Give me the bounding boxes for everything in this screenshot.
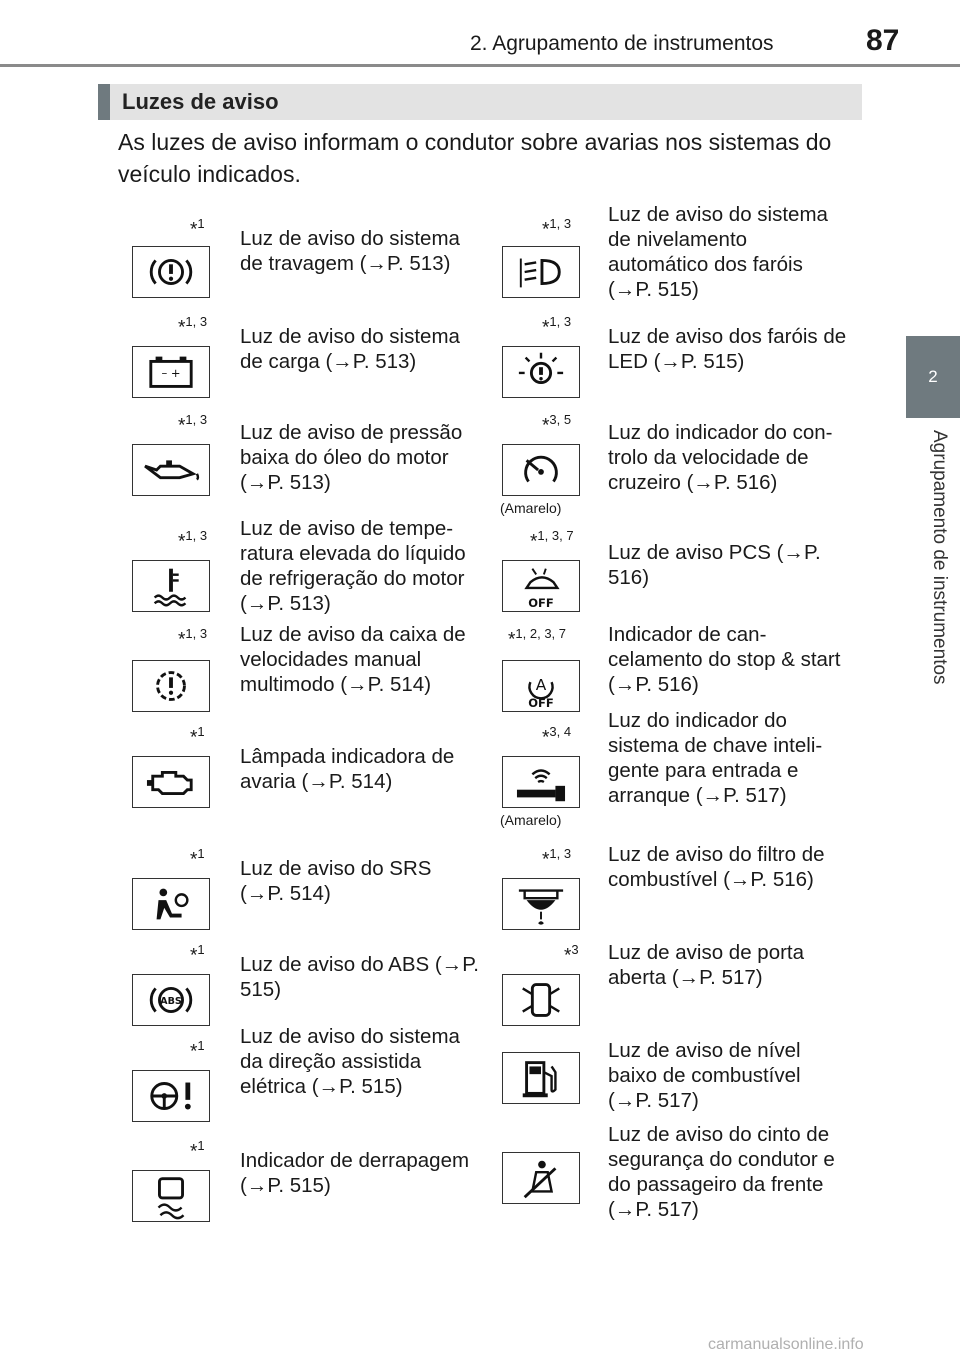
steering-warning-icon bbox=[132, 1070, 210, 1122]
watermark: carmanualsonline.info bbox=[708, 1336, 864, 1353]
warning-description: Indicador de can- celamento do stop & start (→P. 516) bbox=[608, 623, 841, 696]
pcs-off-icon bbox=[502, 560, 580, 612]
footnote-marker: *$^1$ bbox=[190, 724, 205, 749]
footnote-marker: *$^{1, 3, 7}$ bbox=[530, 528, 574, 553]
airbag-icon bbox=[132, 878, 210, 930]
led-headlight-icon bbox=[502, 346, 580, 398]
warning-description: Luz do indicador do sistema de chave inteli- gente para entrada e arranque (→P. 517) bbox=[608, 709, 823, 807]
footnote-marker: *$^{1, 3}$ bbox=[542, 846, 572, 871]
warning-description: Luz de aviso de nível baixo de combustível (→P. 517) bbox=[608, 1039, 801, 1112]
warning-description: Indicador de derrapagem (→P. 515) bbox=[240, 1149, 470, 1197]
svg-text:OFF: OFF bbox=[528, 596, 554, 611]
warning-description: Luz de aviso de tempe- ratura elevada do líquido de refrigeração do motor (→P. 513) bbox=[240, 517, 466, 615]
battery-icon bbox=[132, 346, 210, 398]
warning-description: Luz de aviso de pressão baixa do óleo do motor (→P. 513) bbox=[240, 421, 463, 494]
svg-text:– +: – + bbox=[161, 365, 181, 380]
section-title: Luzes de aviso bbox=[122, 89, 279, 114]
header-title: 2. Agrupamento de instrumentos bbox=[470, 32, 774, 55]
footnote-marker: *$^{3, 5}$ bbox=[542, 412, 572, 437]
footnote-marker: *$^1$ bbox=[190, 942, 205, 967]
warning-description: Luz de aviso do ABS (→P. 515) bbox=[240, 953, 479, 1001]
abs-icon bbox=[132, 974, 210, 1026]
stop-start-off-icon bbox=[502, 660, 580, 712]
cruise-control-icon bbox=[502, 444, 580, 496]
footnote-marker: *$^{1, 2, 3, 7}$ bbox=[508, 626, 566, 651]
oil-can-icon bbox=[132, 444, 210, 496]
warning-description: Luz de aviso do sistema de carga (→P. 513) bbox=[240, 325, 460, 373]
color-note: (Amarelo) bbox=[500, 812, 562, 828]
footnote-marker: *$^{1, 3}$ bbox=[178, 626, 208, 651]
footnote-marker: *$^1$ bbox=[190, 846, 205, 871]
footnote-marker: *$^{1, 3}$ bbox=[178, 314, 208, 339]
svg-text:ABS: ABS bbox=[160, 995, 182, 1007]
gear-warning-icon bbox=[132, 660, 210, 712]
warning-description: Luz do indicador do con- trolo da velocidade de cruzeiro (→P. 516) bbox=[608, 421, 833, 494]
warning-description: Luz de aviso do sistema de travagem (→P. 513) bbox=[240, 227, 460, 275]
headlight-leveling-icon bbox=[502, 246, 580, 298]
door-open-icon bbox=[502, 974, 580, 1026]
chapter-tab-label: Agrupamento de instrumentos bbox=[929, 430, 950, 685]
footnote-marker: *$^1$ bbox=[190, 1038, 205, 1063]
smart-key-icon bbox=[502, 756, 580, 808]
coolant-temperature-icon bbox=[132, 560, 210, 612]
chapter-tab-number: 2 bbox=[906, 336, 960, 418]
footnote-marker: *$^{3, 4}$ bbox=[542, 724, 572, 749]
svg-text:A: A bbox=[535, 675, 547, 694]
footnote-marker: *$^3$ bbox=[564, 942, 579, 967]
seatbelt-icon bbox=[502, 1152, 580, 1204]
footnote-marker: *$^{1, 3}$ bbox=[178, 528, 208, 553]
warning-description: Luz de aviso de porta aberta (→P. 517) bbox=[608, 941, 805, 989]
warning-description: Luz de aviso da caixa de velocidades manual multimodo (→P. 514) bbox=[240, 623, 466, 696]
color-note: (Amarelo) bbox=[500, 500, 562, 516]
svg-text:OFF: OFF bbox=[528, 696, 554, 711]
warning-description: Luz de aviso do sistema da direção assistida elétrica (→P. 515) bbox=[240, 1025, 460, 1098]
section-header bbox=[98, 84, 862, 120]
header-rule bbox=[0, 64, 960, 67]
warning-description: Luz de aviso PCS (→P. 516) bbox=[608, 541, 821, 589]
footnote-marker: *$^1$ bbox=[190, 216, 205, 241]
footnote-marker: *$^{1, 3}$ bbox=[178, 412, 208, 437]
warning-description: Lâmpada indicadora de avaria (→P. 514) bbox=[240, 745, 455, 793]
warning-description: Luz de aviso dos faróis de LED (→P. 515) bbox=[608, 325, 847, 373]
brake-warning-icon bbox=[132, 246, 210, 298]
engine-icon bbox=[132, 756, 210, 808]
warning-description: Luz de aviso do sistema de nivelamento automático dos faróis (→P. 515) bbox=[608, 203, 828, 301]
intro-paragraph: As luzes de aviso informam o condutor sobre avarias nos sistemas do veículo indicados. bbox=[118, 129, 832, 187]
footnote-marker: *$^1$ bbox=[190, 1138, 205, 1163]
footnote-marker: *$^{1, 3}$ bbox=[542, 314, 572, 339]
warning-description: Luz de aviso do SRS (→P. 514) bbox=[240, 857, 432, 905]
footnote-marker: *$^{1, 3}$ bbox=[542, 216, 572, 241]
fuel-filter-icon bbox=[502, 878, 580, 930]
page-number: 87 bbox=[866, 24, 900, 57]
warning-description: Luz de aviso do cinto de segurança do condutor e do passageiro da frente (→P. 517) bbox=[608, 1123, 835, 1221]
warning-description: Luz de aviso do filtro de combustível (→P. 516) bbox=[608, 843, 825, 891]
fuel-pump-icon bbox=[502, 1052, 580, 1104]
skid-icon bbox=[132, 1170, 210, 1222]
